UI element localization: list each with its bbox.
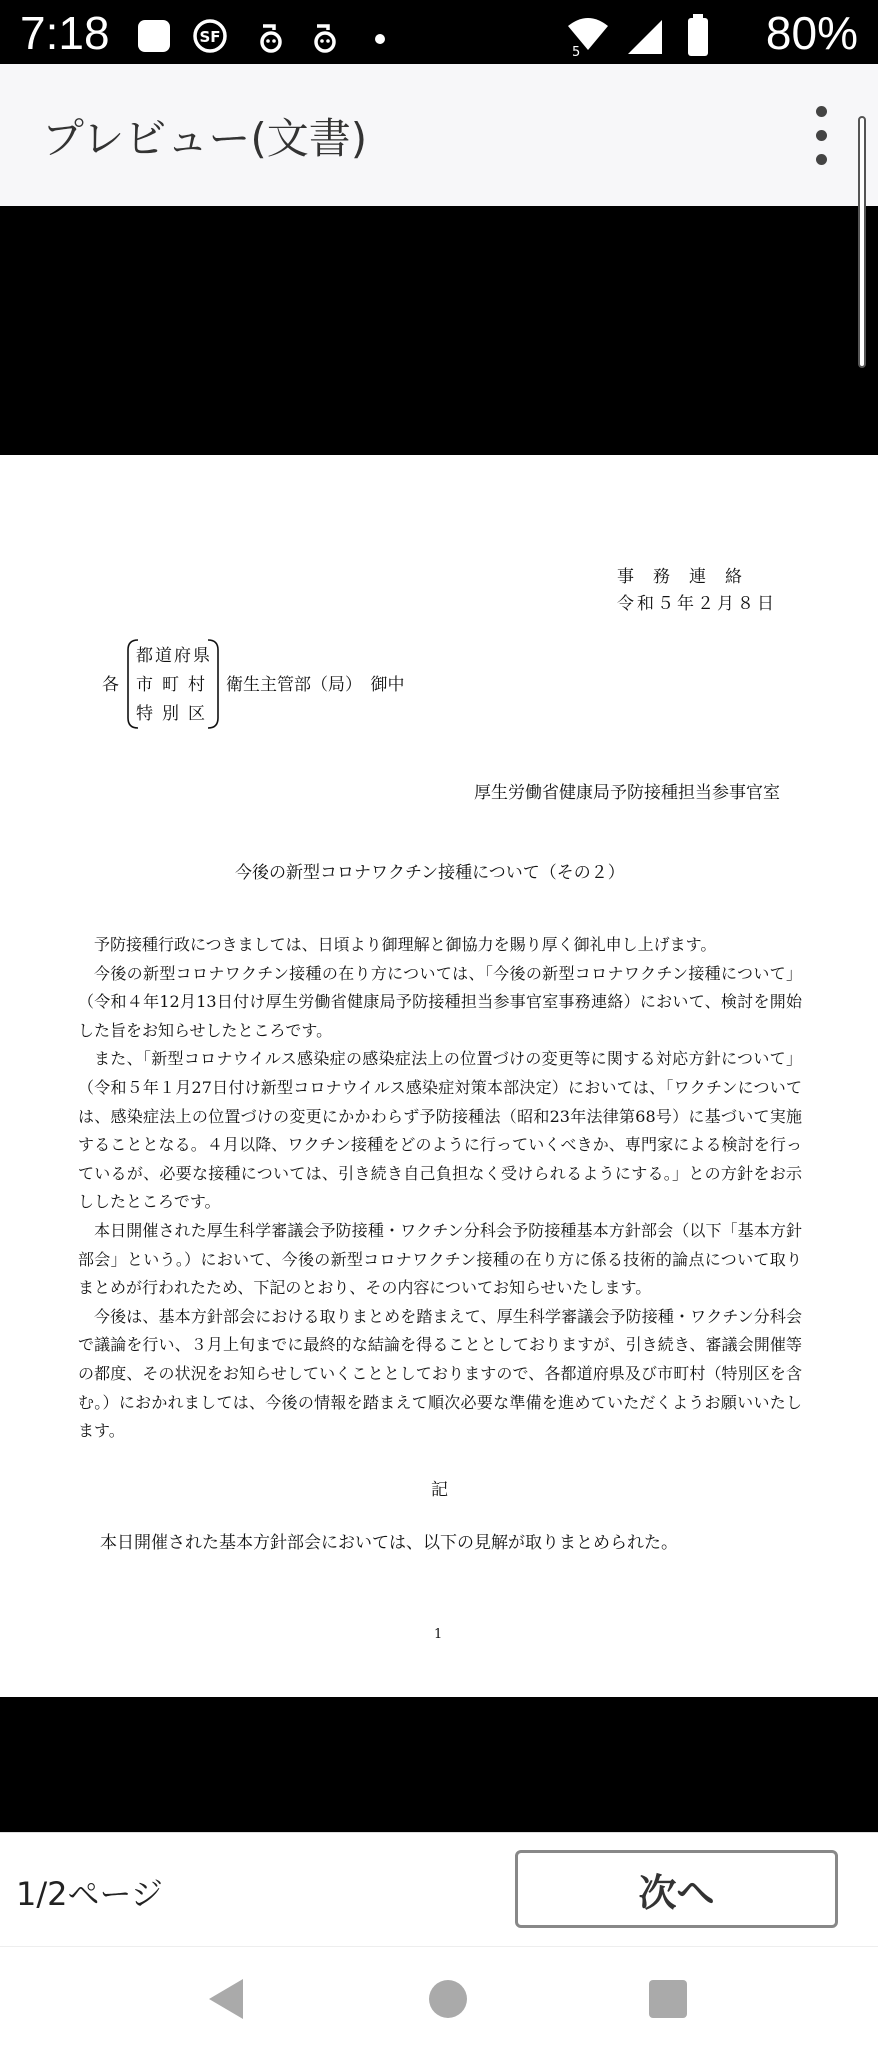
status-bar [0,0,878,64]
app-bar [0,64,878,206]
battery-percent: 80% [765,7,858,59]
dot-icon [362,18,398,54]
paragraph: 本日開催された厚生科学審議会予防接種・ワクチン分科会予防接種基本方針部会（以下「基本方針部会」という。）において、今後の新型コロナワクチン接種の在り方に係る技術的論点について取りまとめが行われたため、下記のとおり、その内容についてお知らせいたします。 [78,1220,802,1298]
addressee-suffix: 衛生主管部（局） 御中 [226,675,405,695]
back-icon[interactable] [197,1971,253,2027]
ki-label: 記 [431,1480,448,1500]
paragraph: また、「新型コロナウイルス感染症の感染症法上の位置づけの変更等に関する対応方針について」（令和５年１月27日付け新型コロナウイルス感染症対策本部決定）においては、「ワクチンについては、感染症法上の位置づけの変更にかかわらず予防接種法（昭和23年法律第68号）に基づいて実施することとなる。４月以降、ワクチン接種をどのように行っていくべきか、専門家による検討を行っているが、必要な接種については、引き続き自己負担なく受けられるようにする。」との方針をお示ししたところです。 [78,1049,802,1212]
doc-type: 事 務 連 絡 [617,567,743,587]
navigation-bar [0,1946,878,2048]
addressee-item: 特別区 [136,704,214,724]
sender: 厚生労働省健康局予防接種担当参事官室 [474,783,780,803]
more-options-button[interactable] [800,104,844,168]
addressee-prefix: 各 [102,675,119,695]
page-indicator: 1/2ページ [16,1875,163,1913]
addressee-item: 市町村 [136,675,214,695]
wifi-icon [566,14,610,56]
scrollbar[interactable] [858,116,866,368]
more-vert-icon [816,106,827,117]
recents-icon[interactable] [640,1971,696,2027]
battery-icon [686,14,710,58]
svg-text:SF: SF [199,28,221,46]
page-number: 1 [434,1627,443,1642]
paragraph: 予防接種行政につきましては、日頃より御理解と御協力を賜り厚く御礼申し上げます。 [94,935,717,954]
document-page [0,455,878,1697]
page-title: プレビュー(文書) [42,114,368,163]
document-body [78,931,802,1446]
closing-text: 本日開催された基本方針部会においては、以下の見解が取りまとめられた。 [100,1533,678,1553]
signal-icon [624,16,666,56]
paragraph: 今後は、基本方針部会における取りまとめを踏まえて、厚生科学審議会予防接種・ワクチン分科会で議論を行い、３月上旬までに最終的な結論を得ることとしておりますが、引き続き、審議会開催等の都度、その状況をお知らせしていくこととしておりますので、各都道府県及び市町村（特別区を含む。）におかれましては、今後の情報を踏まえて順次必要な準備を進めていただくようお願いいたします。 [78,1306,802,1441]
addressee-item: 都道府県 [136,646,212,666]
right-bracket [204,638,222,730]
paragraph: 今後の新型コロナワクチン接種の在り方については、「今後の新型コロナワクチン接種について」（令和４年12月13日付け厚生労働省健康局予防接種担当参事官室事務連絡）において、検討を開始した旨をお知らせしたところです。 [78,963,802,1040]
doc-date: 令和５年２月８日 [617,594,777,614]
app-square-icon [136,18,172,54]
subject: 今後の新型コロナワクチン接種について（その２） [235,863,625,883]
face-icon [308,18,344,54]
status-time: 7:18 [20,7,110,59]
svg-text:5: 5 [572,45,581,56]
next-page-button[interactable]: 次へ [515,1850,838,1928]
face-icon [254,18,290,54]
home-icon[interactable] [420,1971,476,2027]
bottom-bar [0,1832,878,1946]
sf-icon [192,18,228,54]
